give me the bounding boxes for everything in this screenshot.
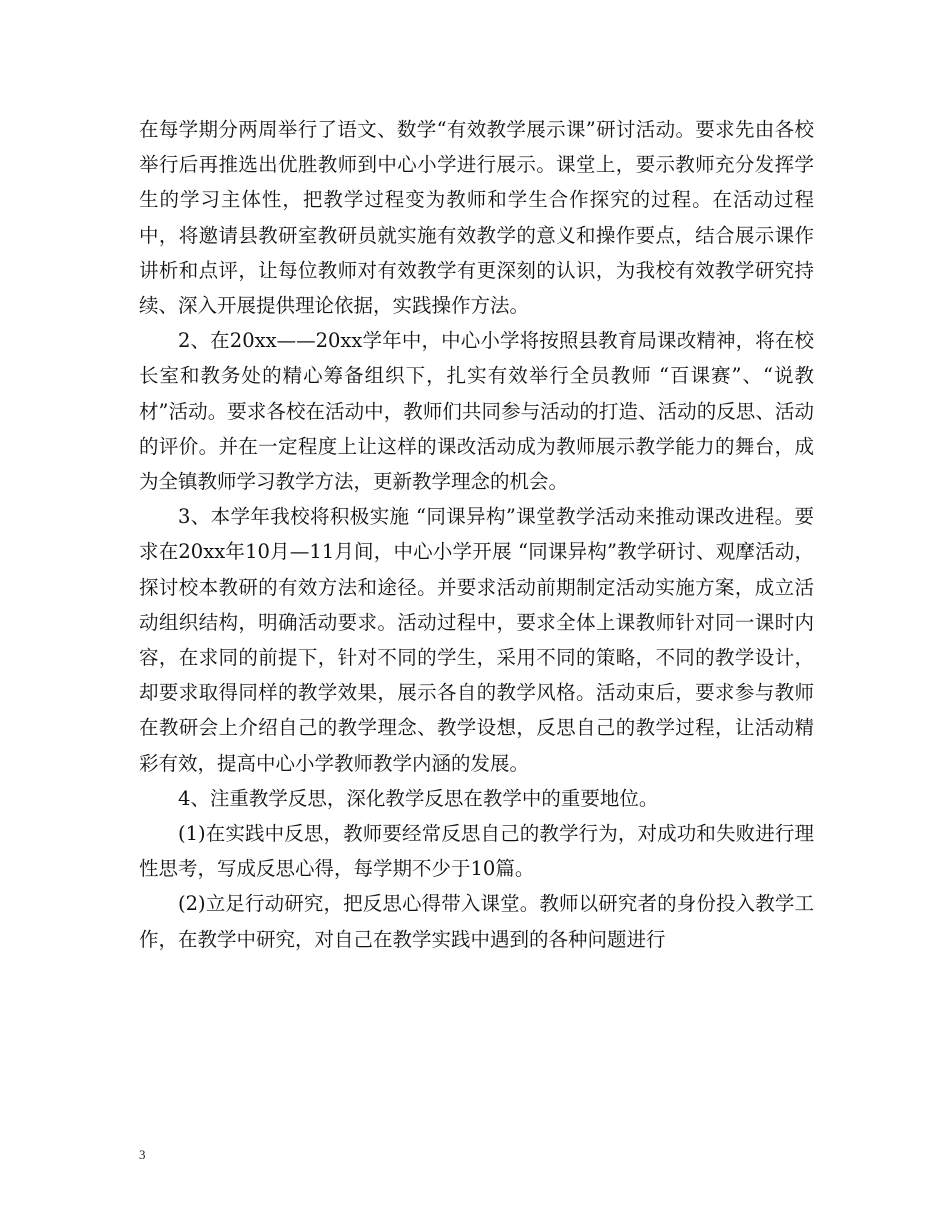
page-number: 3 bbox=[139, 1147, 146, 1162]
document-body bbox=[139, 112, 814, 957]
paragraph-subitem-1: (1)在实践中反思，教师要经常反思自己的教学行为，对成功和失败进行理性思考，写成反思心得，每学期不少于10篇。 bbox=[139, 822, 814, 881]
paragraph-subitem-2: (2)立足行动研究，把反思心得带入课堂。教师以研究者的身份投入教学工作，在教学中研究，对自己在教学实践中遇到的各种问题进行 bbox=[139, 892, 814, 951]
paragraph-item-3: 3、本学年我校将积极实施 “同课异构”课堂教学活动来推动课改进程。要求在20xx年10月—11月间，中心小学开展 “同课异构”教学研讨、观摩活动，探讨校本教研的有效方法和途径。并要求活动前期制定活动实施方案，成立活动组织结构，明确活动要求。活动过程中，要求全体上课教师针对同一课时内容，在求同的前提下，针对不同的学生，采用不同的策略，不同的教学设计，却要求取得同样的教学效果，展示各自的教学风格。活动束后，要求参与教师在教研会上介绍自己的教学理念、教学设想，反思自己的教学过程，让活动精彩有效，提高中心小学教师教学内涵的发展。 bbox=[139, 505, 814, 775]
paragraph-continued: 在每学期分两周举行了语文、数学“有效教学展示课”研讨活动。要求先由各校举行后再推选出优胜教师到中心小学进行展示。课堂上，要示教师充分发挥学生的学习主体性，把教学过程变为教师和学生合作探究的过程。在活动过程中，将邀请县教研室教研员就实施有效教学的意义和操作要点，结合展示课作讲析和点评，让每位教师对有效教学有更深刻的认识，为我校有效教学研究持续、深入开展提供理论依据，实践操作方法。 bbox=[139, 118, 814, 318]
paragraph-item-2: 2、在20xx——20xx学年中，中心小学将按照县教育局课改精神，将在校长室和教务处的精心筹备组织下，扎实有效举行全员教师 “百课赛”、“说教材”活动。要求各校在活动中，教师们共同参与活动的打造、活动的反思、活动的评价。并在一定程度上让这样的课改活动成为教师展示教学能力的舞台，成为全镇教师学习教学方法，更新教学理念的机会。 bbox=[139, 329, 814, 494]
paragraph-item-4: 4、注重教学反思，深化教学反思在教学中的重要地位。 bbox=[178, 786, 659, 810]
